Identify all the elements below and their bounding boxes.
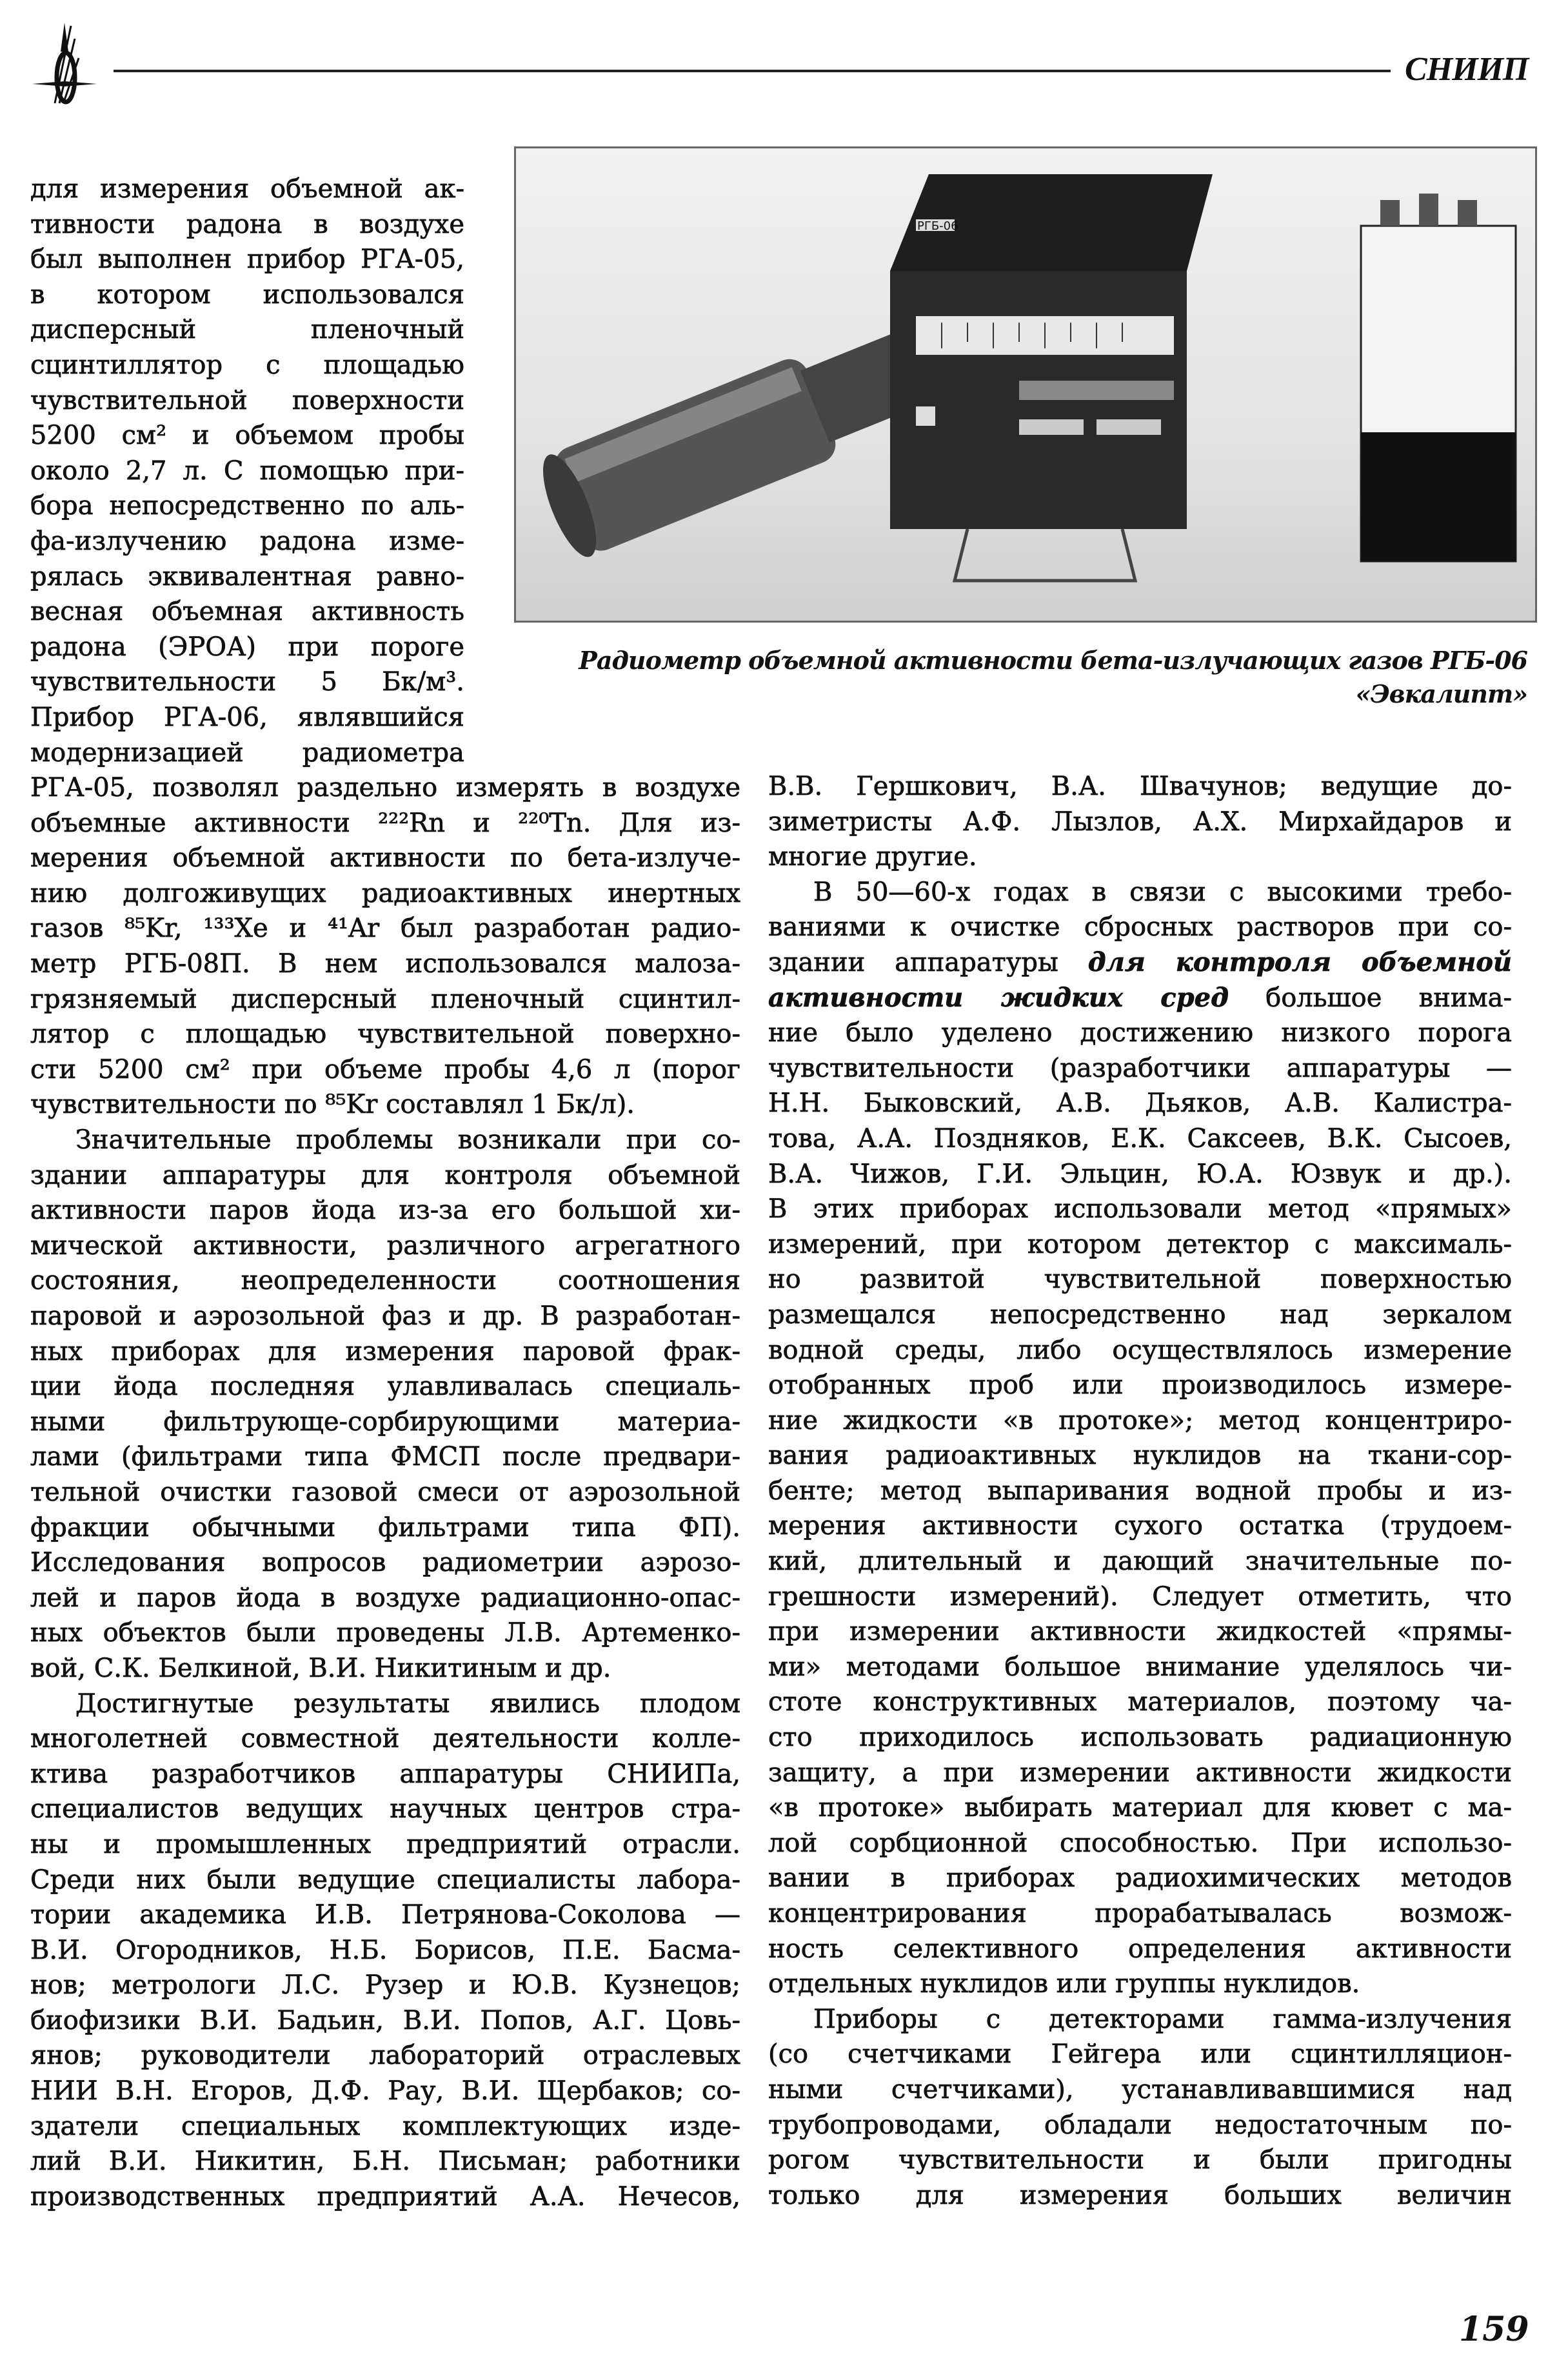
text-line: ние жидкости «в протоке»; метод концентриро- bbox=[768, 1405, 1512, 1435]
caption-line: Радиометр объемной активности бета-излучающих газов РГБ-06 bbox=[579, 646, 1527, 675]
text-line: при измерении активности жидкостей «прямы- bbox=[768, 1617, 1512, 1647]
text-line: состояния, неопределенности соотношения bbox=[30, 1266, 740, 1296]
left-text-column bbox=[30, 172, 740, 2214]
text-line: ными фильтрующе-сорбирующими материа- bbox=[30, 1406, 740, 1437]
text-line: янов; руководители лабораторий отраслевых bbox=[30, 2041, 740, 2071]
text-line: отобранных проб или производилось измере- bbox=[768, 1370, 1512, 1401]
text-line: чувствительной поверхности bbox=[30, 385, 464, 415]
text-line: лий В.И. Никитин, Б.Н. Письман; работники bbox=[30, 2146, 740, 2177]
text-line: грешности измерений). Следует отметить, что bbox=[768, 1581, 1512, 1612]
text-line: 5200 см² и объемом пробы bbox=[30, 421, 464, 451]
text-line: нию долгоживущих радиоактивных инертных bbox=[30, 878, 740, 908]
text-line: Приборы с детекторами гамма-излучения bbox=[813, 2004, 1512, 2034]
text-line: ваниями к очистке сбросных растворов при со- bbox=[768, 912, 1512, 943]
text-line: трубопроводами, обладали недостаточным по- bbox=[768, 2110, 1512, 2140]
text-line: мерения объемной активности по бета-излуче- bbox=[30, 843, 740, 874]
text-line: ции йода последняя улавливалась специаль- bbox=[30, 1372, 740, 1402]
text-line: дисперсный пленочный bbox=[30, 315, 464, 345]
text-line: для измерения объемной ак- bbox=[30, 174, 464, 204]
text-line: лятор с площадью чувствительной поверхно- bbox=[30, 1019, 740, 1050]
text-line: мерения активности сухого остатка (трудоем- bbox=[768, 1511, 1512, 1541]
text-line: ктива разработчиков аппаратуры СНИИПа, bbox=[30, 1759, 740, 1789]
text-line: отдельных нуклидов или группы нуклидов. bbox=[768, 1969, 1360, 1999]
text-segment: большое внима- bbox=[1228, 983, 1512, 1013]
text-line: вании в приборах радиохимических методов bbox=[768, 1863, 1512, 1894]
text-line: В.А. Чижов, Г.И. Эльцин, Ю.А. Юзвук и др.). bbox=[768, 1159, 1512, 1189]
text-line: грязняемый дисперсный пленочный сцинтил- bbox=[30, 984, 740, 1014]
text-line: фа-излучению радона изме- bbox=[30, 526, 464, 556]
emphasized-text: для контроля объемной bbox=[1087, 946, 1512, 977]
text-line: радона (ЭРОА) при пороге bbox=[30, 632, 464, 662]
text-line: ность селективного определения активности bbox=[768, 1934, 1512, 1964]
text-line: здании аппаратуры для контроля объемной bbox=[30, 1160, 740, 1190]
text-line: объемные активности ²²²Rn и ²²⁰Tn. Для из- bbox=[30, 808, 740, 838]
text-line: здатели специальных комплектующих изде- bbox=[30, 2111, 740, 2141]
text-line: рялась эквивалентная равно- bbox=[30, 561, 464, 592]
text-line: мической активности, различного агрегатного bbox=[30, 1230, 740, 1261]
text-line: лой сорбционной способностью. При использо- bbox=[768, 1828, 1512, 1858]
text-line: рогом чувствительности и были пригодны bbox=[768, 2145, 1512, 2175]
text-line: Достигнутые результаты явились плодом bbox=[75, 1688, 740, 1719]
text-line: чувствительности по ⁸⁵Kr составлял 1 Бк/л). bbox=[30, 1090, 635, 1120]
text-line: сти 5200 см² при объеме пробы 4,6 л (порог bbox=[30, 1054, 740, 1085]
paragraph bbox=[30, 1686, 740, 2215]
text-line: но развитой чувствительной поверхностью bbox=[768, 1265, 1512, 1295]
emphasized-text: активности жидких сред bbox=[768, 982, 1229, 1013]
text-line: чувствительности (разработчики аппаратуры — bbox=[768, 1053, 1512, 1083]
text-line: размещался непосредственно над зеркалом bbox=[768, 1299, 1512, 1330]
text-line: РГА-05, позволял раздельно измерять в воздухе bbox=[30, 773, 740, 803]
sniip-logo-icon bbox=[26, 13, 103, 110]
text-line: многие другие. bbox=[768, 842, 977, 872]
text-line: защиту, а при измерении активности жидкости bbox=[768, 1757, 1512, 1788]
text-line: ние было уделено достижению низкого порога bbox=[768, 1018, 1512, 1048]
text-line: в котором использовался bbox=[30, 279, 464, 310]
text-line: чувствительности 5 Бк/м³. bbox=[30, 667, 464, 697]
text-line: Значительные проблемы возникали при со- bbox=[75, 1125, 740, 1155]
text-line: активности паров йода из-за его большой хи- bbox=[30, 1195, 740, 1226]
text-line: (со счетчиками Гейгера или сцинтилляцион- bbox=[768, 2039, 1512, 2070]
text-line: нов; метрологи Л.С. Рузер и Ю.В. Кузнецов; bbox=[30, 1970, 740, 2001]
text-line: НИИ В.Н. Егоров, Д.Ф. Рау, В.И. Щербаков; со- bbox=[30, 2076, 740, 2106]
text-line: стоте конструктивных материалов, поэтому ча- bbox=[768, 1687, 1512, 1717]
text-line: концентрирования прорабатывалась возмож- bbox=[768, 1899, 1512, 1928]
text-line: Исследования вопросов радиометрии аэрозо- bbox=[30, 1548, 740, 1578]
text-segment: здании аппаратуры bbox=[768, 947, 1088, 977]
header-rule bbox=[114, 70, 1391, 72]
text-line: был выполнен прибор РГА-05, bbox=[30, 245, 464, 275]
text-line: измерений, при котором детектор с максималь- bbox=[768, 1229, 1512, 1259]
text-line: ными счетчиками), устанавливавшимися над bbox=[768, 2074, 1512, 2105]
text-line: около 2,7 л. С помощью при- bbox=[30, 455, 464, 486]
text-line: водной среды, либо осуществлялось измерение bbox=[768, 1335, 1512, 1365]
text-line: В.И. Огородников, Н.Б. Борисов, П.Е. Басма- bbox=[30, 1935, 740, 1965]
text-line: лей и паров йода в воздухе радиационно-опас- bbox=[30, 1583, 740, 1613]
text-line bbox=[768, 945, 1512, 981]
svg-text:РГБ-06: РГБ-06 bbox=[917, 219, 958, 233]
text-line: Прибор РГА-06, являвшийся bbox=[30, 702, 464, 732]
paragraph bbox=[30, 172, 740, 1123]
text-line: модернизацией радиометра bbox=[30, 737, 464, 768]
caption-line: «Эвкалипт» bbox=[1355, 679, 1527, 708]
paragraph bbox=[30, 1123, 740, 1686]
text-line: многолетней совместной деятельности колле- bbox=[30, 1724, 740, 1754]
text-line: кий, длительный и дающий значительные по- bbox=[768, 1546, 1512, 1577]
text-line: тивности радона в воздухе bbox=[30, 209, 464, 239]
text-line: тельной очистки газовой смеси от аэрозольной bbox=[30, 1477, 740, 1507]
text-line: метр РГБ-08П. В нем использовался малоза- bbox=[30, 949, 740, 979]
text-line bbox=[768, 981, 1512, 1016]
paragraph bbox=[768, 769, 1512, 875]
text-line: тории академика И.В. Петрянова-Соколова — bbox=[30, 1900, 740, 1930]
text-line: това, А.А. Поздняков, Е.К. Саксеев, В.К. Сысоев, bbox=[768, 1123, 1512, 1154]
text-line: В этих приборах использовали метод «прямых» bbox=[768, 1194, 1512, 1225]
text-line: В 50—60-х годах в связи с высокими требо- bbox=[813, 877, 1512, 907]
text-line: газов ⁸⁵Kr, ¹³³Xe и ⁴¹Ar был разработан радио- bbox=[30, 914, 740, 944]
text-line: сцинтиллятор с площадью bbox=[30, 350, 464, 380]
right-text-column bbox=[768, 769, 1512, 2213]
paragraph bbox=[768, 875, 1512, 2002]
text-line: Среди них были ведущие специалисты лабора- bbox=[30, 1865, 740, 1895]
text-line: специалистов ведущих научных центров стра- bbox=[30, 1794, 740, 1825]
text-line: «в протоке» выбирать материал для кювет с ма- bbox=[768, 1793, 1512, 1823]
text-line: ны и промышленных предприятий отрасли. bbox=[30, 1829, 740, 1859]
text-line: вой, С.К. Белкиной, В.И. Никитиным и др. bbox=[30, 1653, 611, 1683]
header-brand: СНИИП bbox=[1405, 51, 1529, 88]
text-line: биофизики В.И. Бадьин, В.И. Попов, А.Г. Цовь- bbox=[30, 2005, 740, 2035]
text-line: весная объемная активность bbox=[30, 597, 464, 627]
text-line: В.В. Гершкович, В.А. Швачунов; ведущие до- bbox=[768, 772, 1512, 801]
text-line: Н.Н. Быковский, А.В. Дьяков, А.В. Калистра- bbox=[768, 1088, 1512, 1119]
text-line: лами (фильтрами типа ФМСП после предвари- bbox=[30, 1442, 740, 1472]
text-line: ных приборах для измерения паровой фрак- bbox=[30, 1336, 740, 1366]
paragraph bbox=[768, 2002, 1512, 2214]
text-line: зиметристы А.Ф. Лызлов, А.Х. Мирхайдаров и bbox=[768, 806, 1512, 837]
text-line: бенте; метод выпаривания водной пробы и из- bbox=[768, 1475, 1512, 1506]
text-line: только для измерения больших величин bbox=[768, 2180, 1512, 2210]
page-number: 159 bbox=[1459, 2310, 1529, 2349]
text-line: вания радиоактивных нуклидов на ткани-сор- bbox=[768, 1441, 1512, 1471]
text-line: фракции обычными фильтрами типа ФП). bbox=[30, 1512, 740, 1543]
text-line: ных объектов были проведены Л.В. Артеменко- bbox=[30, 1618, 740, 1648]
text-line: ми» методами большое внимание уделялось чи- bbox=[768, 1652, 1512, 1682]
text-line: бора непосредственно по аль- bbox=[30, 491, 464, 521]
text-line: паровой и аэрозольной фаз и др. В разработан- bbox=[30, 1301, 740, 1331]
text-line: производственных предприятий А.А. Нечесов, bbox=[30, 2181, 740, 2212]
text-line: сто приходилось использовать радиационную bbox=[768, 1723, 1512, 1753]
